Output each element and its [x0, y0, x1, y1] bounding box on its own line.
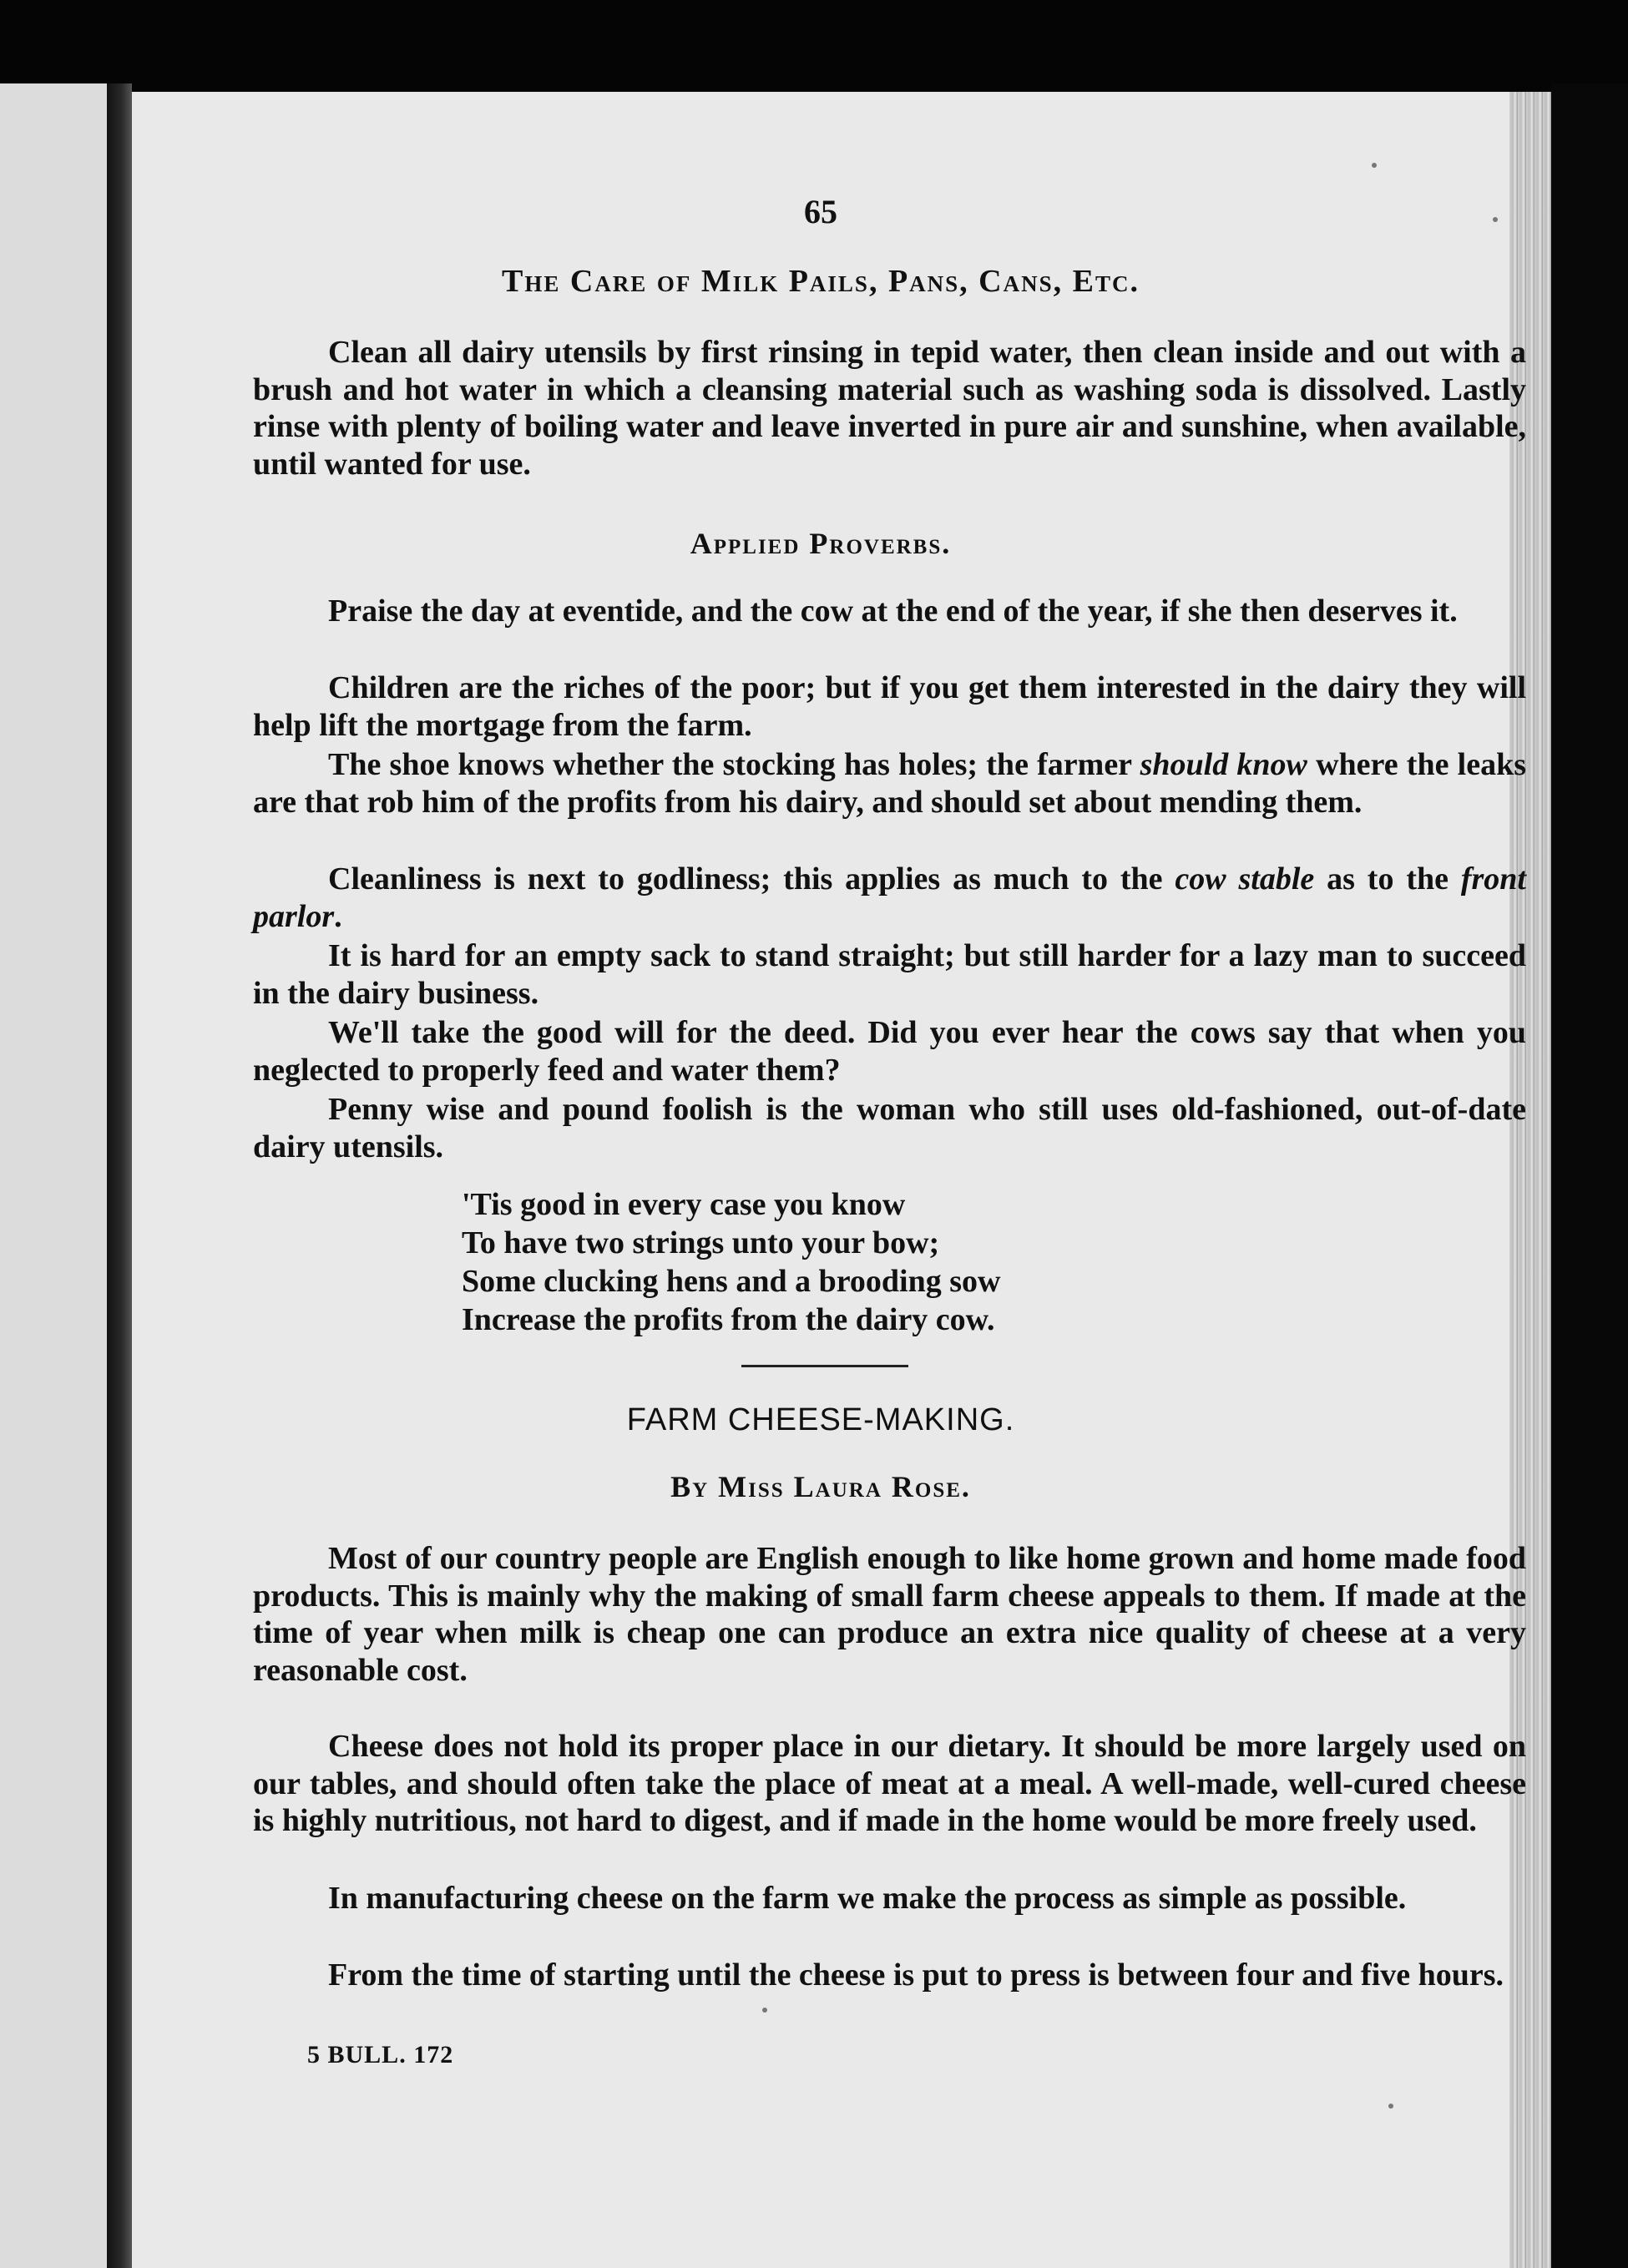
proverb-penny-wise: Penny wise and pound foolish is the woman who still uses old-fashioned, out-of-date dairy utensils.: [253, 1092, 1526, 1164]
italic-emphasis: cow stable: [1175, 861, 1315, 897]
poem-verse: [462, 1185, 1213, 1339]
poem-line: Increase the profits from the dairy cow.: [462, 1302, 995, 1337]
proverb-good-will: We'll take the good will for the deed. Did you ever hear the cows say that when you neglected to properly feed and water them?: [253, 1015, 1526, 1088]
poem-line: 'Tis good in every case you know: [462, 1187, 906, 1222]
scan-speck: [1372, 163, 1377, 168]
italic-emphasis: front parlor: [253, 861, 1526, 934]
proverb-shoe-knows: [253, 746, 1526, 821]
proverb-text: where the leaks are that rob him of the profits from his dairy, and should set about mending them.: [253, 747, 1527, 820]
scan-speck: [762, 2008, 767, 2013]
facing-page-edge: [0, 83, 107, 2268]
proverb-cleanliness: [253, 861, 1526, 935]
section-divider-rule: [741, 1365, 908, 1367]
scan-speck: [1388, 2104, 1393, 2109]
document-page: [132, 92, 1527, 2268]
section-heading-milk-pails: The Care of Milk Pails, Pans, Cans, Etc.: [502, 264, 1140, 299]
italic-emphasis: should know: [1140, 747, 1307, 782]
proverb-children-riches: Children are the riches of the poor; but if you get them interested in the dairy they will help lift the mortgage from the farm.: [253, 670, 1526, 743]
proverb-text: The shoe knows whether the stocking has holes; the farmer: [328, 747, 1140, 782]
article-title: FARM CHEESE-MAKING.: [626, 1402, 1015, 1437]
article-paragraph-1: Most of our country people are English enough to like home grown and home made food products. This is mainly why the making of small farm cheese appeals to them. If made at the time of year when milk is cheap one can produce an extra nice quality of cheese at a very reasonable cost.: [253, 1541, 1526, 1688]
scan-right-border: [1551, 83, 1628, 2268]
proverb-praise-the-day: Praise the day at eventide, and the cow at the end of the year, if she then deserves it.: [328, 594, 1458, 629]
poem-line: To have two strings unto your bow;: [462, 1225, 940, 1260]
section-heading-applied-proverbs: Applied Proverbs.: [690, 527, 952, 560]
poem-line: Some clucking hens and a brooding sow: [462, 1264, 1001, 1299]
proverb-empty-sack: It is hard for an empty sack to stand straight; but still harder for a lazy man to succeed in the dairy business.: [253, 938, 1526, 1011]
page-number: 65: [804, 193, 837, 230]
scan-top-border: [0, 0, 1628, 92]
article-byline: By Miss Laura Rose.: [670, 1470, 971, 1503]
proverb-text: .: [334, 898, 342, 934]
book-gutter: [107, 83, 132, 2268]
proverb-text: Cleanliness is next to godliness; this applies as much to the: [328, 861, 1175, 897]
article-paragraph-4: From the time of starting until the cheese is put to press is between four and five hours.: [328, 1957, 1504, 1993]
scan-speck: [1493, 217, 1498, 222]
paragraph-cleaning-utensils: Clean all dairy utensils by first rinsing in tepid water, then clean inside and out with a brush and hot water in which a cleansing material such as washing soda is dissolved. Lastly rinse with plenty of boiling water and leave inverted in pure air and sunshine, when available, until wanted for use.: [253, 335, 1526, 482]
article-paragraph-3: In manufacturing cheese on the farm we make the process as simple as possible.: [328, 1881, 1407, 1916]
article-paragraph-2: Cheese does not hold its proper place in our dietary. It should be more largely used on our tables, and should often take the place of meat at a meal. A well-made, well-cured cheese is highly nutritious, not hard to digest, and if made in the home would be more freely used.: [253, 1729, 1526, 1838]
proverb-text: as to the: [1314, 861, 1461, 897]
printer-signature-mark: 5 BULL. 172: [307, 2041, 454, 2068]
